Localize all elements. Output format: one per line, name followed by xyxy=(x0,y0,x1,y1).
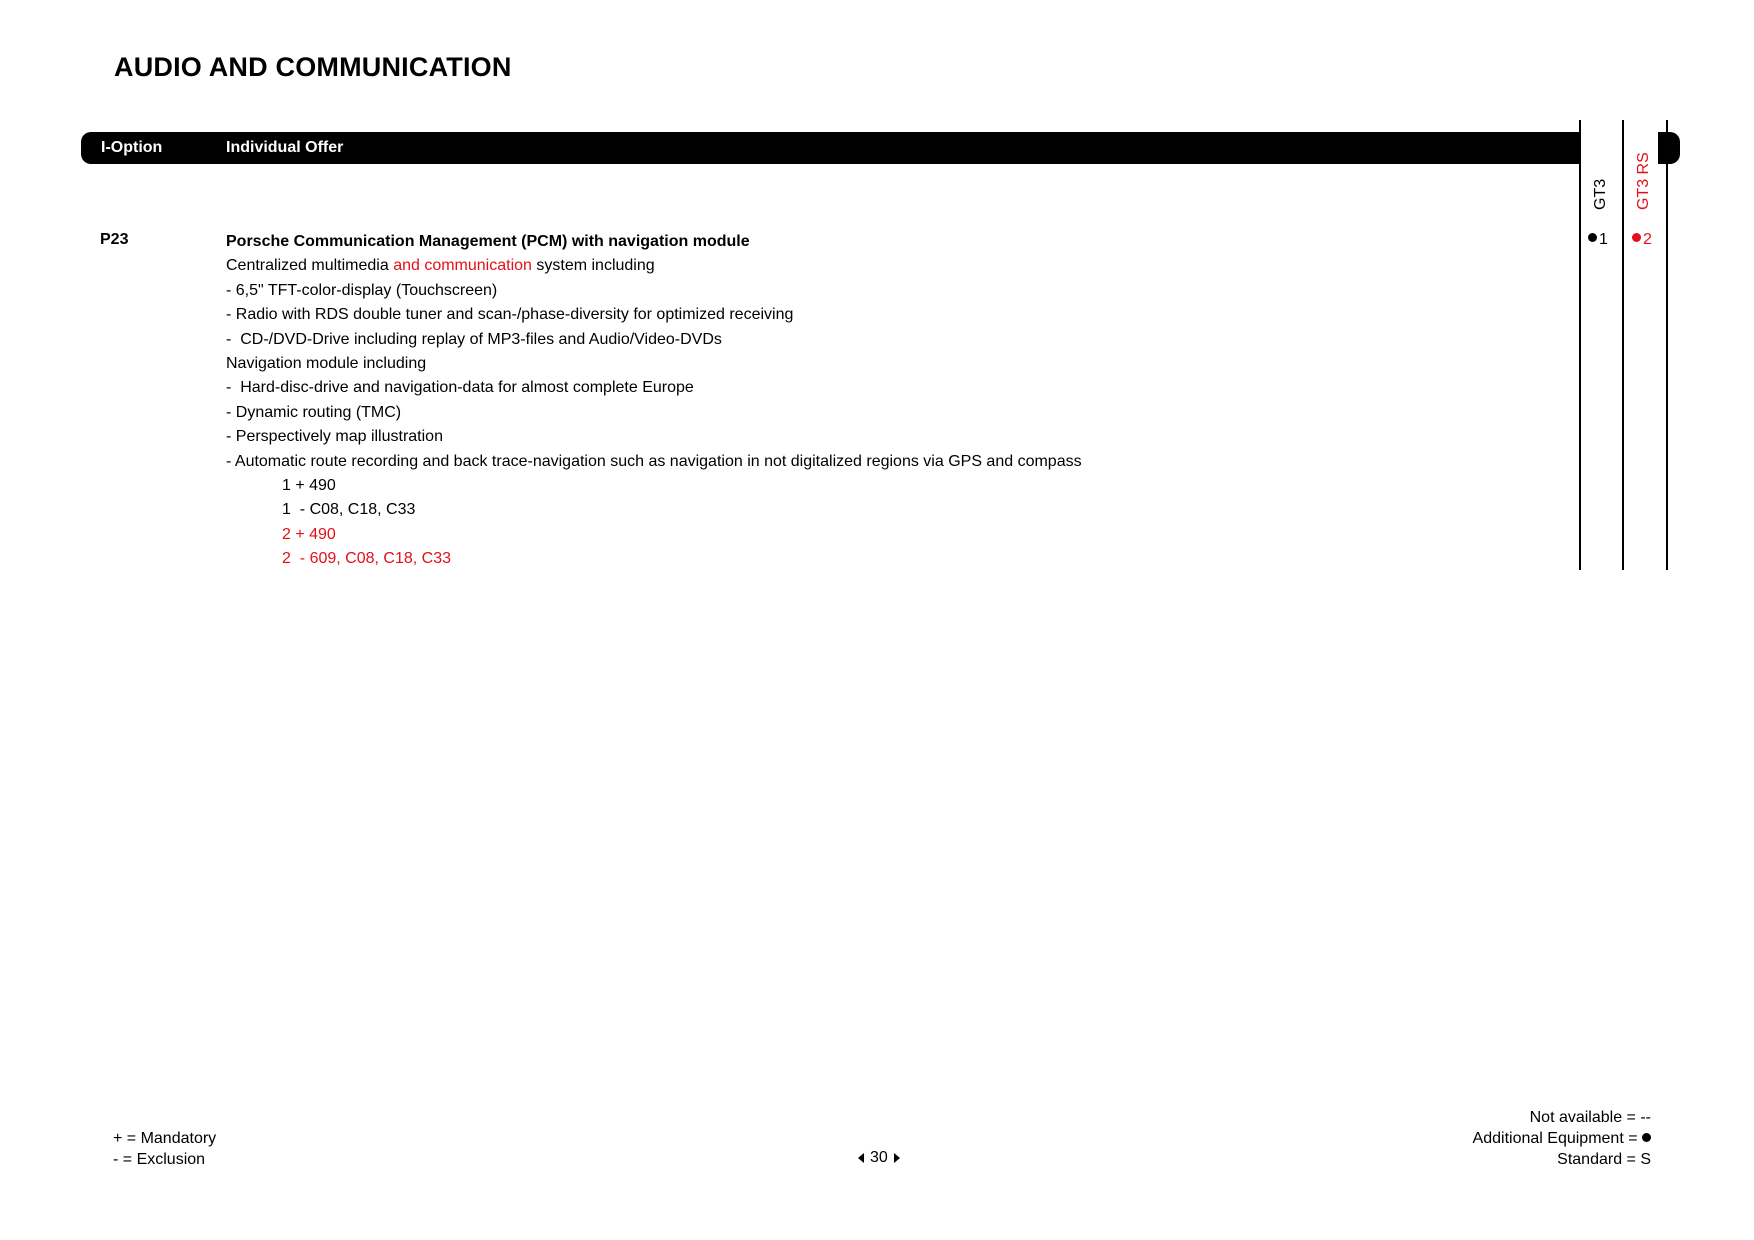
feature-line: - Perspectively map illustration xyxy=(226,428,443,446)
legend-right xyxy=(1473,1107,1651,1170)
bullet-icon xyxy=(1642,1133,1651,1142)
bullet-icon xyxy=(1588,233,1597,242)
next-page-icon[interactable] xyxy=(894,1153,900,1163)
pager xyxy=(858,1149,900,1167)
feature-line: Navigation module including xyxy=(226,354,427,372)
option-intro xyxy=(226,254,1526,278)
model-label-gt3rs: GT3 RS xyxy=(1635,152,1652,210)
feature-line: - Dynamic routing (TMC) xyxy=(226,403,402,421)
availability-gt3rs xyxy=(1632,230,1652,250)
header-option-label: I-Option xyxy=(101,139,163,156)
rule-line: 2 + 490 xyxy=(282,525,336,543)
column-divider xyxy=(1579,120,1581,570)
header-offer-label: Individual Offer xyxy=(226,139,344,156)
option-intro-pre: Centralized multimedia xyxy=(226,257,394,275)
option-code: P23 xyxy=(100,231,129,248)
table-header-bar xyxy=(81,132,1579,164)
previous-page-icon[interactable] xyxy=(858,1153,864,1163)
legend-standard: Standard = S xyxy=(1557,1151,1651,1168)
availability-gt3-note: 1 xyxy=(1599,231,1608,248)
rule-line: 2 - 609, C08, C18, C33 xyxy=(282,550,451,568)
feature-line: - CD-/DVD-Drive including replay of MP3-files and Audio/Video-DVDs xyxy=(226,330,722,348)
option-description xyxy=(226,230,1526,571)
feature-line: - Automatic route recording and back trace-navigation such as navigation in not digitalized regions via GPS and compass xyxy=(226,452,1082,470)
page-title: AUDIO AND COMMUNICATION xyxy=(114,52,512,82)
rule-line: 1 + 490 xyxy=(282,476,336,494)
option-intro-post: system including xyxy=(531,257,655,275)
legend-additional-equipment-label: Additional Equipment = xyxy=(1472,1130,1642,1147)
availability-gt3rs-note: 2 xyxy=(1643,231,1652,248)
option-title: Porsche Communication Management (PCM) with navigation module xyxy=(226,233,750,250)
feature-line: - Radio with RDS double tuner and scan-/phase-diversity for optimized receiving xyxy=(226,306,794,324)
column-divider xyxy=(1622,120,1624,570)
feature-line: - Hard-disc-drive and navigation-data for almost complete Europe xyxy=(226,379,694,397)
column-divider xyxy=(1666,120,1668,570)
model-label-gt3: GT3 xyxy=(1592,178,1609,210)
legend-not-available: Not available = -- xyxy=(1529,1109,1651,1126)
legend-mandatory: + = Mandatory xyxy=(113,1130,217,1147)
availability-gt3 xyxy=(1588,230,1608,250)
page-number: 30 xyxy=(870,1149,888,1166)
legend-additional-equipment xyxy=(1473,1128,1651,1149)
header-bar-cap xyxy=(1658,132,1680,164)
legend-exclusion: - = Exclusion xyxy=(113,1151,206,1168)
bullet-icon xyxy=(1632,233,1641,242)
legend-left xyxy=(113,1128,216,1170)
rule-line: 1 - C08, C18, C33 xyxy=(282,501,416,519)
option-intro-red: and communication xyxy=(393,257,532,275)
feature-line: - 6,5" TFT-color-display (Touchscreen) xyxy=(226,281,498,299)
